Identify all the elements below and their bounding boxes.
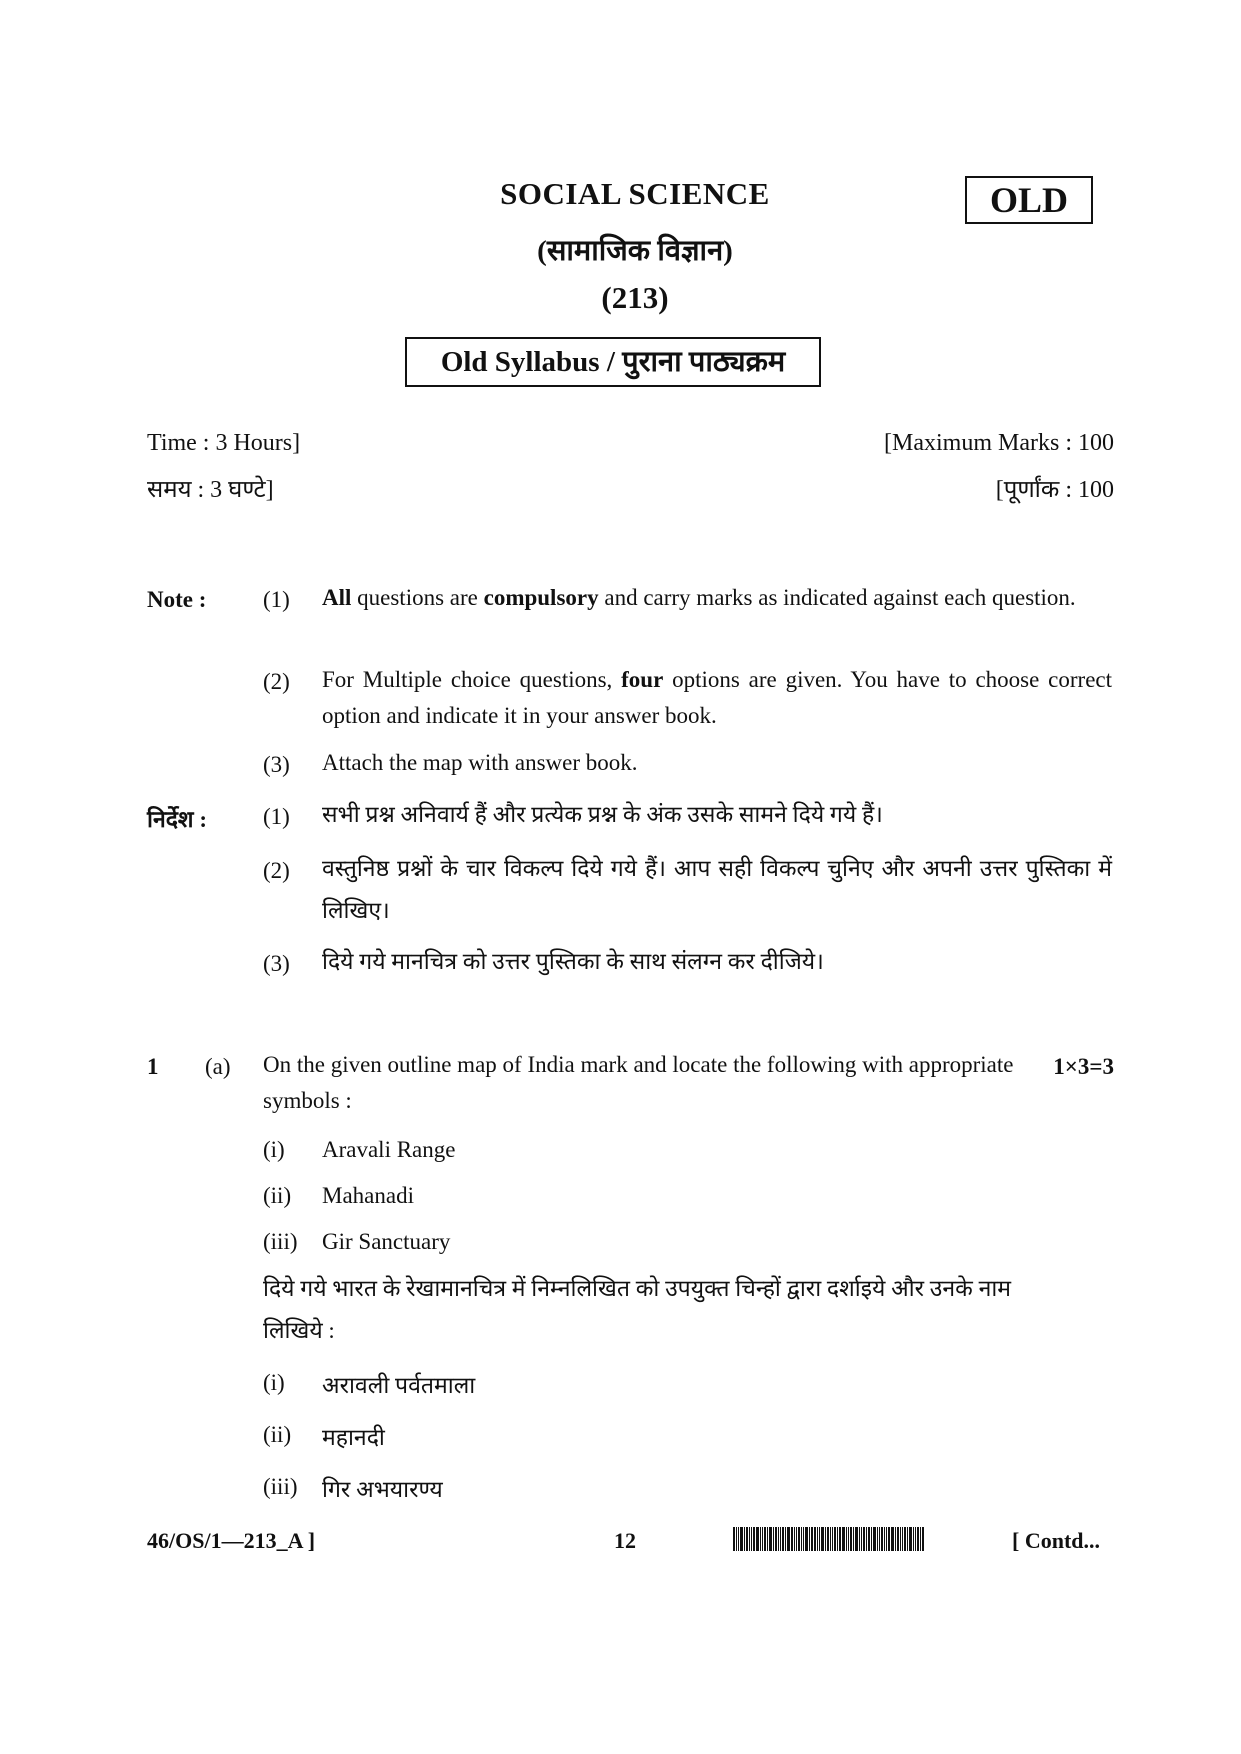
subject-title-hindi: (सामाजिक विज्ञान) xyxy=(537,235,733,267)
note-num-1: (1) xyxy=(263,587,290,612)
barcode-bar xyxy=(891,1527,894,1551)
barcode-bar xyxy=(817,1527,818,1551)
option-en-2: Mahanadi xyxy=(322,1183,414,1208)
note-item-3: Attach the map with answer book. xyxy=(322,750,638,775)
note-item-1-post: and carry marks as indicated against each question. xyxy=(598,585,1076,610)
barcode-bar xyxy=(866,1527,867,1551)
question-part: (a) xyxy=(205,1054,231,1079)
barcode-bar xyxy=(769,1527,772,1551)
barcode-bar xyxy=(855,1527,858,1551)
barcode-bar xyxy=(839,1527,841,1551)
barcode-bar xyxy=(749,1527,750,1551)
barcode-bar xyxy=(859,1527,860,1551)
option-hi-1: अरावली पर्वतमाला xyxy=(322,1373,476,1398)
option-hi-3: गिर अभयारण्य xyxy=(322,1477,443,1502)
note-item-2-mid: options are given. You have to choose correct option and indicate it in your answer book. xyxy=(322,667,1112,728)
barcode-bar xyxy=(785,1527,786,1551)
barcode-bar xyxy=(920,1527,921,1551)
barcode-bar xyxy=(904,1527,906,1551)
subject-title: SOCIAL SCIENCE xyxy=(500,176,770,211)
subject-code: (213) xyxy=(601,280,669,315)
old-tag-box: OLD xyxy=(965,176,1093,224)
barcode-bar xyxy=(827,1527,829,1551)
note-num-3: (3) xyxy=(263,752,290,777)
barcode-bar xyxy=(846,1527,847,1551)
barcode-bar xyxy=(753,1527,755,1551)
option-hi-num-3: (iii) xyxy=(263,1474,298,1499)
barcode-bar xyxy=(913,1527,914,1551)
option-hi-num-1: (i) xyxy=(263,1370,285,1395)
note-hi-item-3: दिये गये मानचित्र को उत्तर पुस्तिका के साथ संलग्न कर दीजिये। xyxy=(322,949,824,974)
note-item-1-bold-2: compulsory xyxy=(483,585,599,610)
barcode-bar xyxy=(814,1527,816,1551)
barcode-bar xyxy=(778,1527,779,1551)
footer-page-number: 12 xyxy=(614,1528,636,1553)
note-item-1 xyxy=(322,580,1112,616)
barcode-bar xyxy=(848,1527,849,1551)
barcode-bar xyxy=(811,1527,813,1551)
note-hi-item-2: वस्तुनिष्ठ प्रश्नों के चार विकल्प दिये गये हैं। आप सही विकल्प चुनिए और अपनी उत्तर पुस्तिका में लिखिए। xyxy=(322,856,1112,923)
syllabus-box: Old Syllabus / पुराना पाठ्यक्रम xyxy=(405,337,821,387)
barcode-bar xyxy=(888,1527,890,1551)
footer-paper-code: 46/OS/1—213_A ] xyxy=(147,1528,316,1553)
barcode-bar xyxy=(773,1527,774,1551)
barcode-bar xyxy=(736,1527,737,1551)
note-label: Note : xyxy=(147,587,207,612)
barcode-bar xyxy=(809,1527,810,1551)
note-hi-num-3: (3) xyxy=(263,951,290,976)
barcode-bar xyxy=(819,1527,820,1551)
barcode-bar xyxy=(740,1527,743,1551)
note-hi-num-2: (2) xyxy=(263,858,290,883)
barcode-bar xyxy=(775,1527,777,1551)
barcode-bar xyxy=(877,1527,878,1551)
barcode-bar xyxy=(863,1527,865,1551)
barcode-bar xyxy=(821,1527,824,1551)
footer-contd: [ Contd... xyxy=(1012,1528,1101,1553)
barcode-bar xyxy=(850,1527,852,1551)
barcode-bar xyxy=(798,1527,800,1551)
option-hi-2: महानदी xyxy=(322,1425,385,1450)
barcode-bar xyxy=(780,1527,781,1551)
barcode-bar xyxy=(915,1527,916,1551)
barcode-bar xyxy=(881,1527,883,1551)
barcode-bar xyxy=(751,1527,752,1551)
max-marks-english: [Maximum Marks : 100 xyxy=(884,430,1114,456)
option-en-1: Aravali Range xyxy=(322,1137,456,1162)
barcode-bar xyxy=(801,1527,802,1551)
option-en-num-2: (ii) xyxy=(263,1183,292,1208)
note-item-2 xyxy=(322,662,1112,734)
barcode-bar xyxy=(782,1527,784,1551)
time-hindi: समय : 3 घण्टे] xyxy=(147,477,274,503)
barcode-bar xyxy=(794,1527,795,1551)
option-en-num-3: (iii) xyxy=(263,1229,298,1254)
barcode-bar xyxy=(868,1527,870,1551)
note-num-2: (2) xyxy=(263,669,290,694)
barcode-bar xyxy=(791,1527,793,1551)
barcode-bar xyxy=(900,1527,901,1551)
barcode-bar xyxy=(805,1527,808,1551)
barcode-bar xyxy=(744,1527,745,1551)
option-hi-num-2: (ii) xyxy=(263,1422,292,1447)
barcode-bar xyxy=(733,1527,735,1551)
question-text-hindi: दिये गये भारत के रेखामानचित्र में निम्नलिखित को उपयुक्त चिन्हों द्वारा दर्शाइये और उनके नाम लिखिये : xyxy=(263,1276,1012,1343)
note-item-1-bold-1: All xyxy=(322,585,352,610)
barcode-bar xyxy=(909,1527,912,1551)
barcode-bar xyxy=(922,1527,924,1551)
note-hi-num-1: (1) xyxy=(263,804,290,829)
barcode-bar xyxy=(760,1527,761,1551)
barcode-bar xyxy=(902,1527,903,1551)
barcode-bar xyxy=(764,1527,766,1551)
note-item-2-bold: four xyxy=(621,667,664,692)
barcode-bar xyxy=(895,1527,896,1551)
barcode-bar xyxy=(853,1527,854,1551)
option-en-3: Gir Sanctuary xyxy=(322,1229,451,1254)
time-english: Time : 3 Hours] xyxy=(147,430,301,456)
barcode xyxy=(733,1527,1001,1551)
barcode-bar xyxy=(787,1527,790,1551)
barcode-bar xyxy=(879,1527,880,1551)
barcode-bar xyxy=(834,1527,836,1551)
barcode-bar xyxy=(837,1527,838,1551)
note-item-1-mid: questions are xyxy=(351,585,484,610)
barcode-bar xyxy=(762,1527,763,1551)
barcode-bar xyxy=(767,1527,768,1551)
barcode-bar xyxy=(830,1527,831,1551)
barcode-bar xyxy=(796,1527,797,1551)
note-hi-item-1: सभी प्रश्न अनिवार्य हैं और प्रत्येक प्रश्न के अंक उसके सामने दिये गये हैं। xyxy=(322,802,883,827)
option-en-num-1: (i) xyxy=(263,1137,285,1162)
barcode-bar xyxy=(884,1527,885,1551)
barcode-bar xyxy=(871,1527,872,1551)
barcode-bar xyxy=(842,1527,845,1551)
question-text-english: On the given outline map of India mark and locate the following with appropriate symbols : xyxy=(263,1052,1014,1113)
barcode-bar xyxy=(907,1527,908,1551)
barcode-bar xyxy=(886,1527,887,1551)
barcode-bar xyxy=(897,1527,899,1551)
barcode-bar xyxy=(756,1527,759,1551)
barcode-bar xyxy=(746,1527,748,1551)
barcode-bar xyxy=(803,1527,804,1551)
barcode-bar xyxy=(738,1527,739,1551)
note-item-2-pre: For Multiple choice questions, xyxy=(322,667,622,692)
question-marks: 1×3=3 xyxy=(1053,1054,1114,1079)
barcode-bar xyxy=(825,1527,826,1551)
note-label-hindi: निर्देश : xyxy=(147,807,207,832)
barcode-bar xyxy=(917,1527,919,1551)
max-marks-hindi: [पूर्णांक : 100 xyxy=(995,477,1114,503)
barcode-bar xyxy=(861,1527,862,1551)
barcode-bar xyxy=(873,1527,876,1551)
barcode-bar xyxy=(832,1527,833,1551)
question-number: 1 xyxy=(147,1054,159,1079)
